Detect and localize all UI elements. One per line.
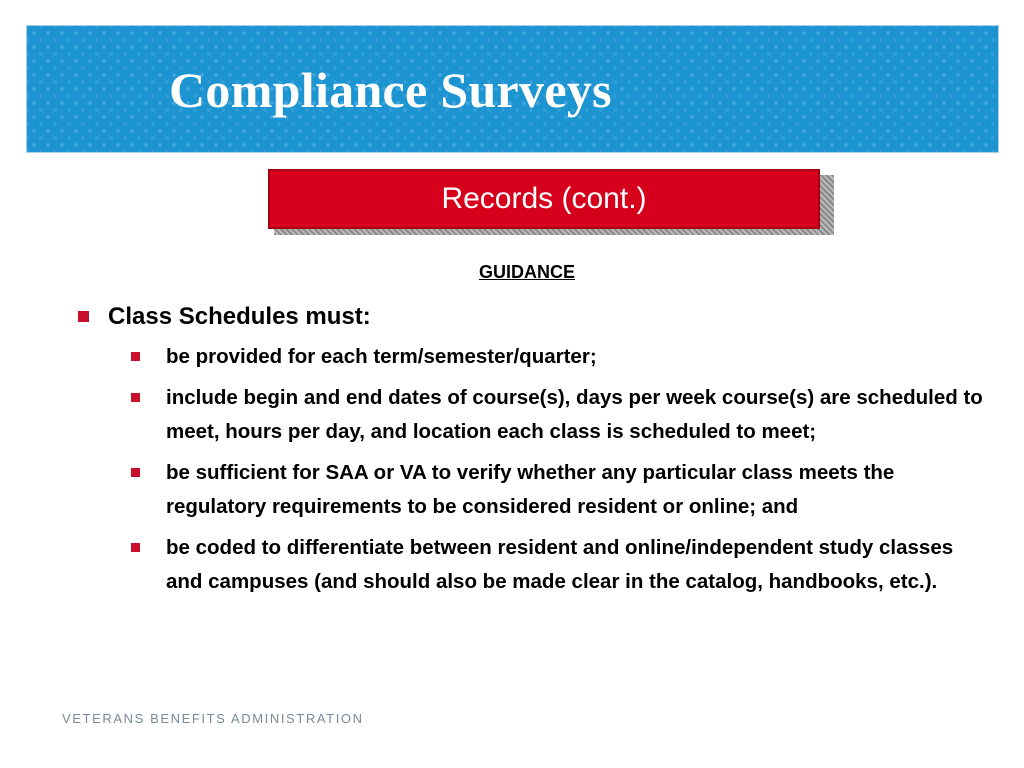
title-banner [26, 25, 999, 153]
slide-title: Compliance Surveys [169, 62, 612, 118]
list-item-text: be provided for each term/semester/quarter; [166, 345, 597, 368]
square-bullet-icon [131, 393, 140, 402]
square-bullet-icon [78, 311, 89, 322]
list-item [166, 381, 986, 449]
square-bullet-icon [131, 352, 140, 361]
list-item [166, 340, 986, 374]
list-item-text: be sufficient for SAA or VA to verify whether any particular class meets the regulatory requirements to be considered resident or online; and [166, 461, 895, 518]
square-bullet-icon [131, 543, 140, 552]
main-bullet [108, 302, 371, 332]
sub-bullet-list [166, 340, 986, 606]
square-bullet-icon [131, 468, 140, 477]
guidance-heading: GUIDANCE [478, 262, 575, 282]
footer-text: VETERANS BENEFITS ADMINISTRATION [62, 711, 364, 726]
list-item [166, 456, 986, 524]
list-item-text: include begin and end dates of course(s), days per week course(s) are scheduled to meet, hours per day, and location each class is scheduled to meet; [166, 386, 983, 443]
list-item [166, 531, 986, 599]
subtitle-box: Records (cont.) [268, 169, 820, 229]
list-item-text: be coded to differentiate between resident and online/independent study classes and campuses (and should also be made clear in the catalog, handbooks, etc.). [166, 536, 954, 593]
main-bullet-text: Class Schedules must: [108, 303, 371, 330]
